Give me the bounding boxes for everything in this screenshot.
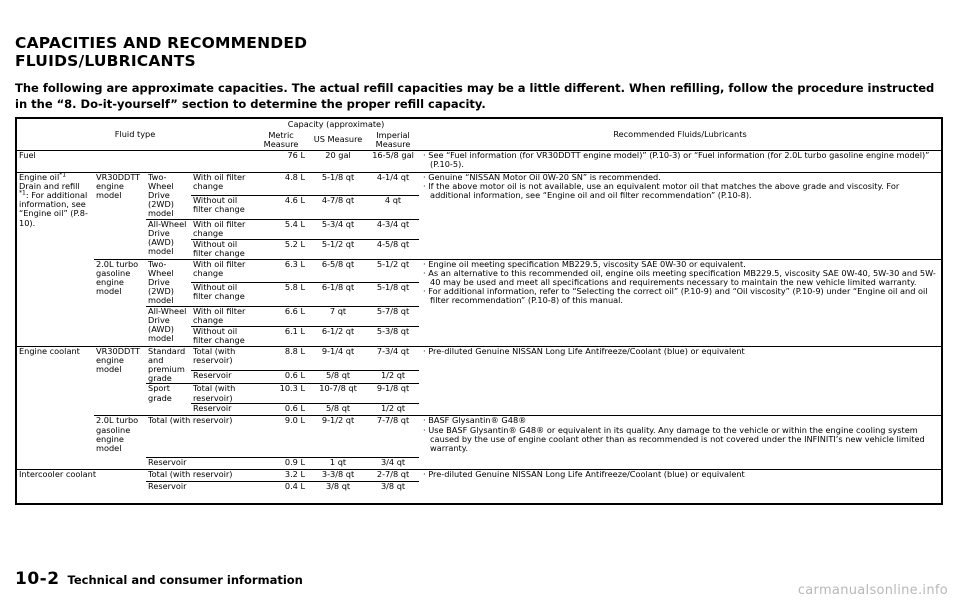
coolant-turbo-recommendation	[419, 416, 941, 470]
oil-vr30-2wd-filter: With oil filter change	[191, 172, 253, 196]
fuel-metric: 76 L	[253, 150, 309, 172]
intercooler-total: Total (with reservoir)	[146, 470, 253, 482]
coolant-vr30-sport-res-imperial: 1/2 qt	[367, 404, 419, 416]
oil-turbo-2wd-nf-us: 6-1/8 qt	[309, 283, 367, 307]
oil-turbo-rec-item: · For additional information, refer to “Selecting the correct oil” (P.10-9) and “Oil viscosity” (P.10-9) under “Engine oil and oil filter recommendation” (P.10-8) of this manual.	[423, 287, 937, 305]
engine-oil-name: Engine oil	[19, 171, 60, 182]
oil-vr30-awd-metric: 5.4 L	[253, 219, 309, 239]
oil-vr30-drive-2wd: Two-Wheel Drive (2WD) model	[146, 172, 191, 219]
oil-turbo-2wd-nofilter: Without oil filter change	[191, 283, 253, 307]
coolant-vr30-rec-item: · Pre-diluted Genuine NISSAN Long Life Antifreeze/Coolant (blue) or equivalent	[423, 347, 937, 356]
page-title-line2: FLUIDS/LUBRICANTS	[15, 52, 196, 70]
capacities-table	[15, 117, 943, 505]
page-number: 10-2	[15, 569, 60, 589]
oil-turbo-awd-nf-metric: 6.1 L	[253, 326, 309, 346]
oil-turbo-2wd-us: 6-5/8 qt	[309, 259, 367, 283]
coolant-vr30-engine: VR30DDTT engine model	[94, 346, 146, 416]
oil-turbo-rec-item: · As an alternative to this recommended oil, engine oils meeting specification MB229.5, viscosity SAE 0W-40, 5W-30 and 5W-40 may be used and meet all specifications and requirements necessary to maintain the new vehicle limited warranty.	[423, 269, 937, 287]
coolant-vr30-sport-total-imperial: 9-1/8 qt	[367, 384, 419, 404]
oil-turbo-awd-metric: 6.6 L	[253, 306, 309, 326]
oil-turbo-awd-nf-imperial: 5-3/8 qt	[367, 326, 419, 346]
coolant-vr30-sport-res-us: 5/8 qt	[309, 404, 367, 416]
coolant-vr30-sport-total: Total (with reservoir)	[191, 384, 253, 404]
coolant-vr30-sport-reservoir: Reservoir	[191, 404, 253, 416]
engine-oil-sup: *1	[59, 170, 67, 178]
coolant-turbo-res-imperial: 3/4 qt	[367, 458, 419, 470]
oil-vr30-2wd-us: 5-1/8 qt	[309, 172, 367, 196]
section-name: Technical and consumer information	[67, 573, 303, 587]
oil-turbo-awd-us: 7 qt	[309, 306, 367, 326]
intercooler-rec-item: · Pre-diluted Genuine NISSAN Long Life Antifreeze/Coolant (blue) or equivalent	[423, 470, 937, 479]
oil-vr30-awd-filter: With oil filter change	[191, 219, 253, 239]
oil-turbo-2wd-nf-metric: 5.8 L	[253, 283, 309, 307]
intercooler-total-imperial: 2-7/8 qt	[367, 470, 419, 482]
coolant-turbo-rec-item: · BASF Glysantin® G48®	[423, 416, 937, 425]
header-capacity: Capacity (approximate)	[287, 118, 385, 129]
header-recommended: Recommended Fluids/Lubricants	[613, 128, 747, 139]
oil-vr30-2wd-metric: 4.8 L	[253, 172, 309, 196]
coolant-vr30-sport-total-metric: 10.3 L	[253, 384, 309, 404]
fuel-imperial: 16-5/8 gal	[367, 150, 419, 172]
page-footer	[15, 569, 303, 589]
coolant-turbo-engine: 2.0L turbo gasoline engine model	[94, 416, 146, 470]
engine-oil-note2: : For additional information, see “Engine oil” (P.8-10).	[19, 189, 88, 228]
oil-vr30-2wd-nofilter: Without oil filter change	[191, 196, 253, 220]
oil-vr30-awd-us: 5-3/4 qt	[309, 219, 367, 239]
coolant-vr30-recommendation	[419, 346, 941, 416]
coolant-vr30-std-total-metric: 8.8 L	[253, 346, 309, 370]
oil-vr30-awd-nf-metric: 5.2 L	[253, 239, 309, 259]
oil-turbo-rec-item: · Engine oil meeting specification MB229.5, viscosity SAE 0W-30 or equivalent.	[423, 260, 937, 269]
header-fluid-type: Fluid type	[114, 128, 156, 139]
oil-turbo-awd-imperial: 5-7/8 qt	[367, 306, 419, 326]
header-imperial: Imperial Measure	[375, 129, 411, 149]
coolant-vr30-sport-total-us: 10-7/8 qt	[309, 384, 367, 404]
oil-turbo-drive-2wd: Two-Wheel Drive (2WD) model	[146, 259, 191, 306]
coolant-turbo-total: Total (with reservoir)	[146, 416, 253, 458]
fuel-label: Fuel	[17, 150, 253, 172]
coolant-turbo-total-imperial: 7-7/8 qt	[367, 416, 419, 458]
coolant-vr30-grade-sport: Sport grade	[146, 384, 191, 416]
oil-turbo-drive-awd: All-Wheel Drive (AWD) model	[146, 306, 191, 346]
coolant-label: Engine coolant	[17, 346, 94, 470]
coolant-vr30-std-res-metric: 0.6 L	[253, 370, 309, 384]
intercooler-recommendation	[419, 470, 941, 494]
engine-oil-label	[17, 172, 94, 346]
oil-vr30-awd-nf-imperial: 4-5/8 qt	[367, 239, 419, 259]
coolant-vr30-std-reservoir: Reservoir	[191, 370, 253, 384]
oil-turbo-2wd-metric: 6.3 L	[253, 259, 309, 283]
coolant-turbo-rec-item: · Use BASF Glysantin® G48® or equivalent in its quality. Any damage to the vehicle or within the engine cooling system caused by the use of engine coolant other than as recommended is not covered under the INFINITI’s new vehicle limited warranty.	[423, 426, 937, 454]
coolant-vr30-std-total: Total (with reservoir)	[191, 346, 253, 370]
coolant-vr30-std-res-us: 5/8 qt	[309, 370, 367, 384]
oil-vr30-engine: VR30DDTT engine model	[94, 172, 146, 259]
coolant-vr30-std-total-imperial: 7-3/4 qt	[367, 346, 419, 370]
oil-vr30-2wd-imperial: 4-1/4 qt	[367, 172, 419, 196]
oil-vr30-2wd-nf-metric: 4.6 L	[253, 196, 309, 220]
oil-vr30-awd-nf-us: 5-1/2 qt	[309, 239, 367, 259]
oil-vr30-2wd-nf-imperial: 4 qt	[367, 196, 419, 220]
coolant-turbo-reservoir: Reservoir	[146, 458, 253, 470]
oil-vr30-rec-item: · Genuine “NISSAN Motor Oil 0W-20 SN” is recommended.	[423, 173, 937, 182]
oil-turbo-engine: 2.0L turbo gasoline engine model	[94, 259, 146, 346]
oil-vr30-recommendation	[419, 172, 941, 259]
page-title-line1: CAPACITIES AND RECOMMENDED	[15, 34, 308, 52]
table-bottom-spacer	[17, 494, 941, 503]
fuel-rec-item: · See “Fuel information (for VR30DDTT engine model)” (P.10-3) or “Fuel information (for 2.0L turbo gasoline engine model)” (P.10-5).	[423, 151, 937, 169]
intercooler-total-us: 3-3/8 qt	[309, 470, 367, 482]
coolant-vr30-std-res-imperial: 1/2 qt	[367, 370, 419, 384]
intercooler-res-us: 3/8 qt	[309, 482, 367, 494]
coolant-turbo-res-metric: 0.9 L	[253, 458, 309, 470]
coolant-vr30-grade-std: Standard and premium grade	[146, 346, 191, 384]
oil-turbo-awd-nf-us: 6-1/2 qt	[309, 326, 367, 346]
oil-turbo-awd-filter: With oil filter change	[191, 306, 253, 326]
coolant-vr30-sport-res-metric: 0.6 L	[253, 404, 309, 416]
intercooler-res-metric: 0.4 L	[253, 482, 309, 494]
oil-vr30-rec-item: · If the above motor oil is not available, use an equivalent motor oil that matches the above grade and viscosity. For additional information, see “Engine oil and oil filter recommendation” (P.10-8).	[423, 182, 937, 200]
intercooler-total-metric: 3.2 L	[253, 470, 309, 482]
coolant-turbo-total-metric: 9.0 L	[253, 416, 309, 458]
oil-turbo-2wd-nf-imperial: 5-1/8 qt	[367, 283, 419, 307]
oil-vr30-2wd-nf-us: 4-7/8 qt	[309, 196, 367, 220]
oil-turbo-2wd-imperial: 5-1/2 qt	[367, 259, 419, 283]
header-us: US Measure	[313, 134, 363, 145]
fuel-us: 20 gal	[309, 150, 367, 172]
coolant-turbo-total-us: 9-1/2 qt	[309, 416, 367, 458]
page-title	[15, 34, 307, 70]
coolant-turbo-res-us: 1 qt	[309, 458, 367, 470]
intercooler-label: Intercooler coolant	[17, 470, 146, 494]
oil-vr30-awd-nofilter: Without oil filter change	[191, 239, 253, 259]
watermark: carmanualsonline.info	[797, 583, 948, 598]
engine-oil-note: Drain and refill	[19, 180, 80, 191]
oil-vr30-awd-imperial: 4-3/4 qt	[367, 219, 419, 239]
engine-oil-note-sup: *1	[19, 189, 26, 197]
oil-turbo-awd-nofilter: Without oil filter change	[191, 326, 253, 346]
header-metric: Metric Measure	[263, 129, 299, 149]
intercooler-reservoir: Reservoir	[146, 482, 253, 494]
coolant-vr30-std-total-us: 9-1/4 qt	[309, 346, 367, 370]
intercooler-res-imperial: 3/8 qt	[367, 482, 419, 494]
oil-turbo-2wd-filter: With oil filter change	[191, 259, 253, 283]
oil-turbo-recommendation	[419, 259, 941, 346]
fuel-recommendation	[419, 150, 941, 172]
oil-vr30-drive-awd: All-Wheel Drive (AWD) model	[146, 219, 191, 259]
intro-paragraph: The following are approximate capacities. The actual refill capacities may be a little different. When refilling, follow the procedure instructed in the “8. Do-it-yourself” section to determine the proper refill capacity.	[15, 81, 935, 111]
